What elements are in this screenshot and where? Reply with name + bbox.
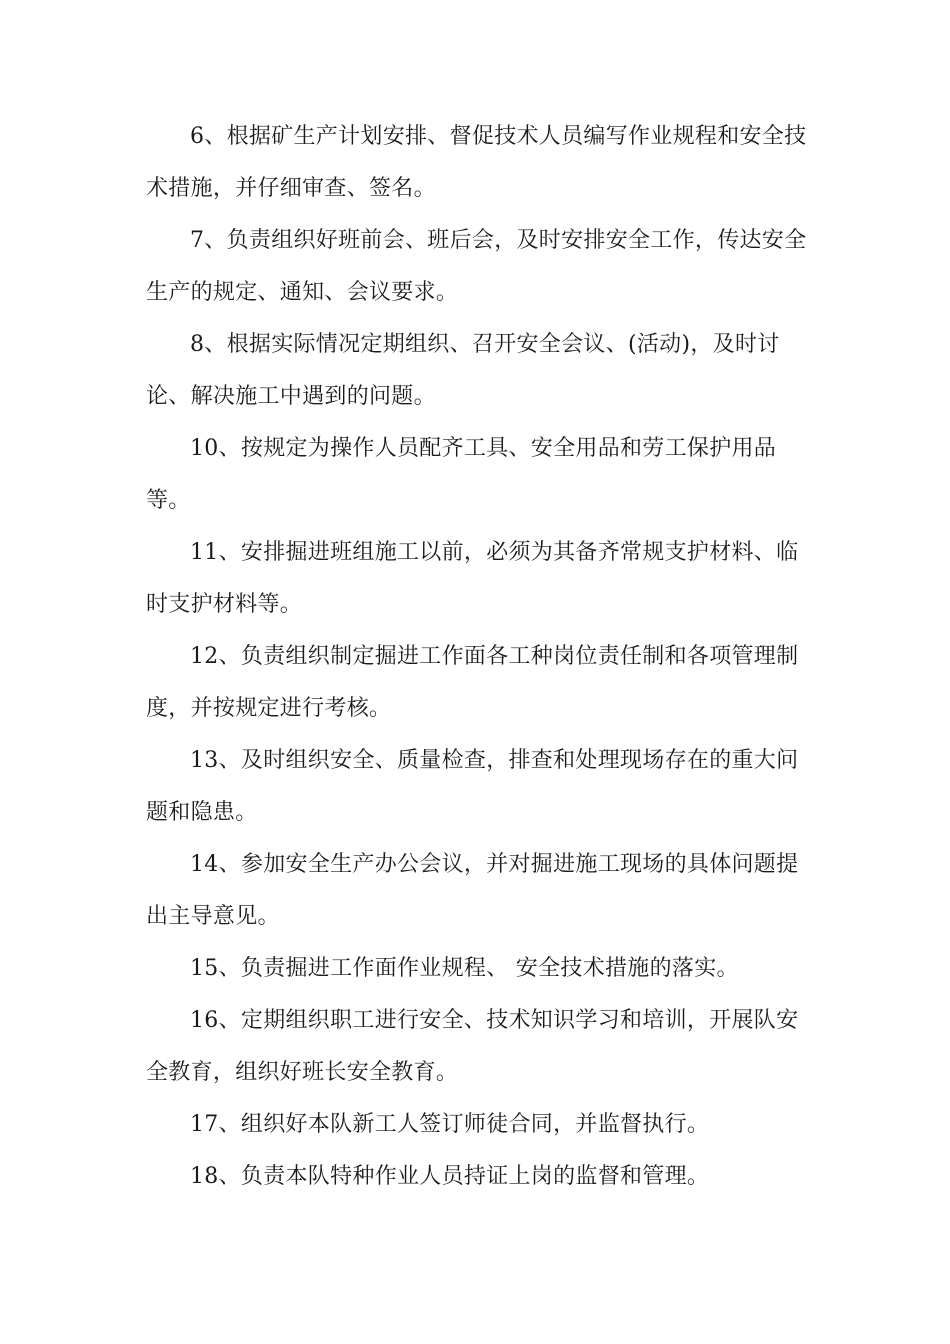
- paragraph-text-continued: 术措施，并仔细审查、签名。: [146, 176, 436, 201]
- paragraph-text: 14、参加安全生产办公会议，并对掘进施工现场的具体问题提: [190, 852, 799, 877]
- paragraph-item-11: [146, 527, 810, 631]
- paragraph-item-18: [146, 1151, 810, 1203]
- paragraph-item-7: [146, 215, 810, 319]
- paragraph-text-continued: 生产的规定、通知、会议要求。: [146, 280, 459, 305]
- paragraph-text-continued: 论、解决施工中遇到的问题。: [146, 384, 436, 409]
- paragraph-text: 10、按规定为操作人员配齐工具、安全用品和劳工保护用品: [190, 436, 777, 461]
- paragraph-text-continued: 全教育，组织好班长安全教育。: [146, 1060, 459, 1085]
- paragraph-item-13: [146, 735, 810, 839]
- paragraph-item-16: [146, 995, 810, 1099]
- paragraph-text: 8、根据实际情况定期组织、召开安全会议、(活动)，及时讨: [190, 332, 780, 357]
- paragraph-text: 13、及时组织安全、质量检查，排查和处理现场存在的重大问: [190, 748, 799, 773]
- paragraph-text-continued: 题和隐患。: [146, 800, 258, 825]
- paragraph-item-10: [146, 423, 810, 527]
- paragraph-text: 11、安排掘进班组施工以前，必须为其备齐常规支护材料、临: [190, 540, 799, 565]
- paragraph-item-8: [146, 319, 810, 423]
- paragraph-item-6: [146, 111, 810, 215]
- paragraph-text: 15、负责掘进工作面作业规程、 安全技术措施的落实。: [190, 956, 739, 981]
- paragraph-item-12: [146, 631, 810, 735]
- paragraph-text-continued: 度，并按规定进行考核。: [146, 696, 392, 721]
- paragraph-text-continued: 等。: [146, 488, 191, 513]
- paragraph-item-15: [146, 943, 810, 995]
- paragraph-text-continued: 时支护材料等。: [146, 592, 303, 617]
- paragraph-item-14: [146, 839, 810, 943]
- paragraph-text: 12、负责组织制定掘进工作面各工种岗位责任制和各项管理制: [190, 644, 799, 669]
- paragraph-text: 17、组织好本队新工人签订师徒合同，并监督执行。: [190, 1112, 710, 1137]
- paragraph-text: 6、根据矿生产计划安排、督促技术人员编写作业规程和安全技: [190, 124, 807, 149]
- paragraph-text: 18、负责本队特种作业人员持证上岗的监督和管理。: [190, 1164, 710, 1189]
- paragraph-text: 7、负责组织好班前会、班后会，及时安排安全工作，传达安全: [190, 228, 807, 253]
- paragraph-text: 16、定期组织职工进行安全、技术知识学习和培训，开展队安: [190, 1008, 799, 1033]
- document-body: [146, 111, 810, 1203]
- paragraph-text-continued: 出主导意见。: [146, 904, 280, 929]
- paragraph-item-17: [146, 1099, 810, 1151]
